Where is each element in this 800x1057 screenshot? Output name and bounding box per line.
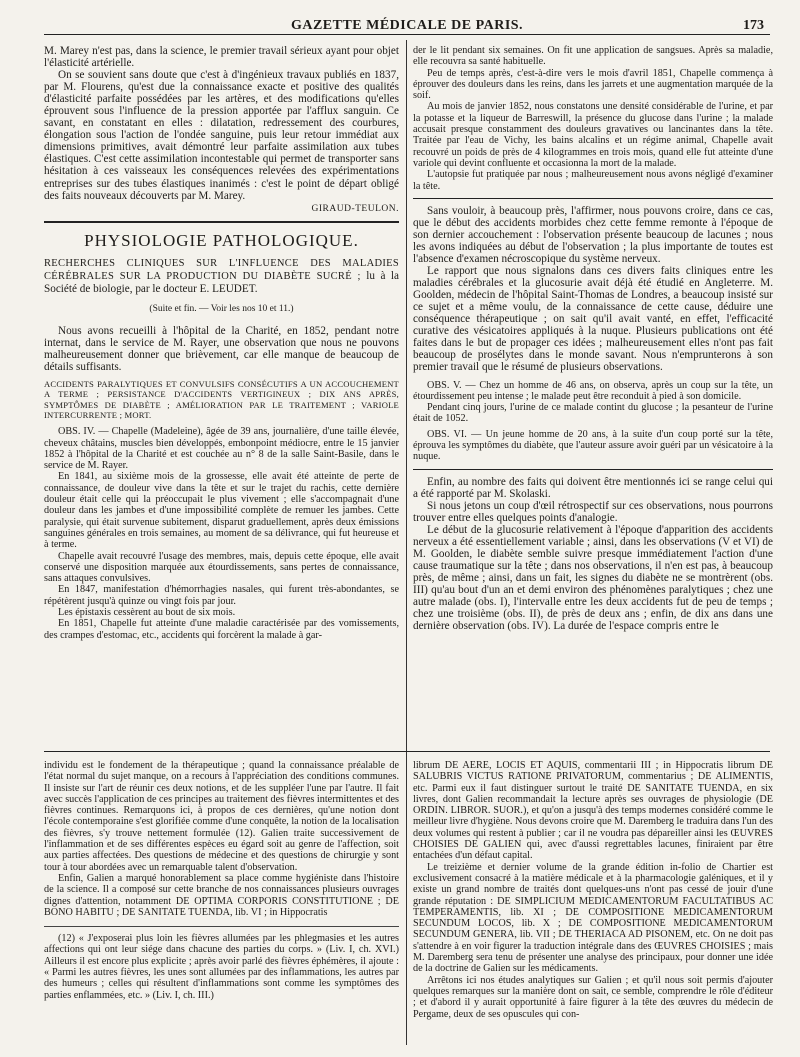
- observation-paragraph: Pendant cinq jours, l'urine de ce malade contint du glucose ; la pesanteur de l'urine était de 1052.: [413, 402, 773, 425]
- paragraph: Le treizième et dernier volume de la grande édition in-folio de Chartier est exclusivement consacré à la matière médicale et à la pharmacologie galéniques, et il y existe un grand nombre de traités dont quelques-uns n'ont pas cessé de jouir d'une grande réputation : DE SIMPLICIUM MEDICAMENTORUM FACULTATIBUS AC TEMPERAMENTIS, lib. XI ; DE COMPOSITIONE MEDICAMENTORUM SECUNDUM LOCOS, lib. X ; DE COMPOSITIONE MEDICAMENTORUM SECUNDUM GENERA, lib. VII ; DE THERIACA AD PISONEM, etc. On ne doit pas s'attendre à en voir figurer la traduction intégrale dans des ŒUVRES CHOISIES ; mais M. Daremberg sera tenu de présenter une analyse des principaux, pour donner une idée de la doctrine de Galien sur les médicaments.: [413, 861, 773, 975]
- paragraph: Nous avons recueilli à l'hôpital de la Charité, en 1852, pendant notre internat, dans le service de M. Rayer, une observation que nous ne pouvons malheureusement donner que brièvement, car elle manque de beaucoup de détails suffisants.: [44, 324, 399, 374]
- observation-paragraph: [413, 380, 773, 403]
- paragraph: Le rapport que nous signalons dans ces divers faits cliniques entre les maladies cérébrales et la glucosurie avait déjà été étudié en Angleterre. M. Goolden, médecin de l'hôpital Saint-Thomas de Londres, a beaucoup insisté sur ce sujet et a même voulu, de la connaissance de cette cause, déduire une conséquence thérapeutique ; on sait qu'il avait vanté, en effet, l'efficacité curative des vésicatoires appliqués à la nuque. Plusieurs publications ont été faites dans le but de propager ces idées ; malheureusement elles n'ont pas fait beaucoup de prosélytes dans le monde savant. Nous n'emprunterons à son premier travail que le résumé de plusieurs observations.: [413, 265, 773, 374]
- paragraph: Si nous jetons un coup d'œil rétrospectif sur ces observations, nous pourrons trouver entre elles quelques points d'analogie.: [413, 499, 773, 524]
- column-right-bottom: [413, 760, 773, 1050]
- observation-text: — Un jeune homme de 20 ans, à la suite d'un coup porté sur la tête, éprouva les symptômes du diabète, que l'auteur assure avoir guéri par un vésicatoire à la nuque.: [413, 428, 773, 463]
- feuilleton-divider: [44, 751, 770, 752]
- paragraph: Sans vouloir, à beaucoup près, l'affirmer, nous pouvons croire, dans ce cas, que le début des accidents morbides chez cette femme remonte à l'époque de son dernier accouchement : l'observation présente beaucoup de lacunes ; nous les avons indiquées au début de l'observation ; la plus importante de toutes est l'absence d'examen nécroscopique du système nerveux.: [413, 204, 773, 266]
- article-heading-title: RECHERCHES CLINIQUES SUR L'INFLUENCE DES MALADIES CÉRÉBRALES SUR LA PRODUCTION DU DIABÈTE SUCRÉ ;: [44, 257, 399, 282]
- author-signature: GIRAUD-TEULON.: [311, 203, 399, 214]
- observation-paragraph: L'autopsie fut pratiquée par nous ; malheureusement nous avons négligé d'examiner la tête.: [413, 169, 773, 192]
- paragraph: individu est le fondement de la thérapeutique ; quand la connaissance préalable de l'état normal du sujet manque, on a recours à l'appréciation des conditions communes. Il insiste sur l'art de réunir ces deux notions, et de les suppléer l'une par l'autre. Il fait avec succès l'application de ces principes au traitement des fièvres intermittentes et des fièvres continues. Remarquons ici, à propos de ces dernières, qu'une notion dont l'école contemporaine s'est glorifiée comme d'une conquête, la notion de la localisation des fièvres, s'y trouve nettement formulée (12). Galien traite successivement de l'inflammation et de ses différentes espèces eu égard soit au genre de l'affection, soit aux parties affectées. Des questions de médecine et des questions de chirurgie y sont tour à tour abordées avec un remarquable talent d'observation.: [44, 760, 399, 873]
- column-left-bottom: [44, 760, 399, 1050]
- observation-paragraph: Peu de temps après, c'est-à-dire vers le mois d'avril 1851, Chapelle commença à éprouver des douleurs dans les reins, dans les jarrets et une augmentation marquée de la soif.: [413, 67, 773, 102]
- observation-paragraph: Les épistaxis cessèrent au bout de six mois.: [58, 607, 236, 619]
- paragraph: Enfin, au nombre des faits qui doivent être mentionnés ici se range celui qui a été rapporté par M. Skolaski.: [413, 475, 773, 500]
- page-header: [44, 12, 770, 34]
- observation-paragraph: [413, 429, 773, 463]
- footnote-rule: [44, 926, 399, 927]
- journal-title: GAZETTE MÉDICALE DE PARIS.: [290, 18, 524, 33]
- observation-paragraph: der le lit pendant six semaines. On fit une application de sangsues. Après sa maladie, elle recouvra sa santé habituelle.: [413, 45, 773, 68]
- header-rule: [44, 34, 770, 35]
- observation-paragraph: En 1851, Chapelle fut atteinte d'une maladie caractérisée par des vomissements, des crampes d'estomac, etc., accidents qui forcèrent la malade à gar-: [44, 618, 399, 641]
- observation-label: OBS. V.: [427, 379, 462, 391]
- paragraph: librum DE AERE, LOCIS ET AQUIS, commentarii III ; in Hippocratis librum DE SALUBRIS VICTUS RATIONE PRIVATORUM, commentarius ; DE ALIMENTIS, etc. Parmi eux il faut distinguer surtout le traité DE SANITATE TUENDA, en six livres, dont Galien recommandait la lecture après ses ouvrages de physiologie (DE ORDIN. LIBROR. SUOR.), et qu'on a jusqu'à des temps modernes considéré comme le meilleur livre d'hygiène. Nous devons croire que M. Daremberg le traduira dans l'un des deux volumes qui restent à publier ; car il ne voudra pas dépareiller ainsi les ŒUVRES CHOISIES DE GALIEN qui, avec d'aussi regrettables lacunes, finiraient par être entachées d'un défaut capital.: [413, 760, 773, 862]
- article-heading: [44, 257, 399, 295]
- section-separator: [44, 221, 399, 223]
- paragraph: M. Marey n'est pas, dans la science, le premier travail sérieux ayant pour objet l'élasticité artérielle.: [44, 45, 399, 70]
- page-number: 173: [743, 18, 764, 33]
- paragraph-separator: [413, 469, 773, 470]
- column-left-top: [44, 45, 399, 745]
- observation-paragraph: En 1847, manifestation d'hémorrhagies nasales, qui furent très-abondantes, se répétèrent jusqu'à quinze ou vingt fois par jour.: [44, 584, 399, 607]
- continuation-note: (Suite et fin. — Voir les nos 10 et 11.): [149, 303, 294, 314]
- observation-paragraph: Au mois de janvier 1852, nous constatons une densité considérable de l'urine, et par la potasse et la liqueur de Barreswill, la présence du glucose dans l'urine ; la malade accusait presque constamment des douleurs gravatives ou lancinantes dans la tête. Traitée par l'eau de Vichy, les bains alcalins et un régime animal, Chapelle avait recouvré un poids de près de 4 kilogrammes en trois mois, quand elle fut atteinte d'une variole qui devint confluente et occasionna la mort de la malade.: [413, 101, 773, 169]
- section-title: PHYSIOLOGIE PATHOLOGIQUE.: [84, 230, 359, 250]
- observation-label: OBS. IV.: [58, 426, 96, 438]
- paragraph: On se souvient sans doute que c'est à d'ingénieux travaux publiés en 1837, par M. Flourens, qu'est due la connaissance exacte et positive des qualités d'élasticité parfaite possédées par les artères, et des modifications qu'elles éprouvent sous l'influence de la pression apportée par l'afflux sanguin. Ce savant, en constatant en elles : dilatation, redressement des courbures, élongation sous l'action de l'ondée sanguine, puis leur retour immédiat aux dimensions primitives, avait démontré leur parfaite assimilation aux tubes élastiques. C'est cette assimilation incontestable qui permet de transporter sans hésitation à ces vaisseaux les conséquences relevées des expérimentations entreprises sur des tubes élastiques inanimés : c'est le point de départ obligé des faits nouveaux découverts par M. Marey.: [44, 69, 399, 202]
- column-divider: [406, 40, 407, 1045]
- paragraph-separator: [413, 198, 773, 199]
- footnote: (12) « J'exposerai plus loin les fièvres allumées par les phlegmasies et les autres affections qui ont leur siége dans chacune des parties du corps. » (Liv. I, ch. XVI.) Ailleurs il est encore plus explicite ; après avoir parlé des fièvres éphémères, il ajoute : « Parmi les autres fièvres, les unes sont allumées par des inflammations, les autres par des humeurs ; celles qui résultent d'inflammations sont comme les symptômes des parties enflammées, etc. » (Liv. I, ch. III.): [44, 933, 399, 1001]
- observation-paragraph: [44, 426, 399, 471]
- case-heading: ACCIDENTS PARALYTIQUES ET CONVULSIFS CONSÉCUTIFS A UN ACCOUCHEMENT A TERME ; PERSISTANCE D'ACCIDENTS VERTIGINEUX ; DIX ANS APRÈS, SYMPTÔMES DE DIABÈTE ; AMÉLIORATION PAR LE TRAITEMENT ; VARIOLE INTERCURRENTE ; MORT.: [44, 379, 399, 420]
- observation-text: — Chez un homme de 46 ans, on observa, après un coup sur la tête, un étourdissement peu intense ; le malade peut être reconduit à pied à son domicile.: [413, 379, 773, 402]
- observation-text: — Chapelle (Madeleine), âgée de 39 ans, journalière, d'une taille élevée, cheveux châtains, muscles bien développés, embonpoint médiocre, entre le 15 janvier 1852 à l'hôpital de la Charité et est couchée au n° 8 de la salle Saint-Basile, dans le service de M. Rayer.: [44, 426, 399, 472]
- observation-paragraph: En 1841, au sixième mois de la grossesse, elle avait été atteinte de perte de connaissance, de douleur vive dans la tête et sur le trajet du rachis, cette dernière douleur était celle qui la préoccupait le plus vivement ; elle s'accompagnait d'une douleur dans les jambes et d'une impossibilité complète de remuer les jambes. Cette paralysie, qui était survenue subitement, disparut graduellement, après deux émissions sanguines générales en trois semaines, au moment de sa délivrance, qui fut heureuse et à terme.: [44, 471, 399, 551]
- article-heading-byline: lu à la Société de biologie, par le docteur E. LEUDET.: [44, 269, 399, 295]
- observation-label: OBS. VI.: [427, 428, 467, 440]
- paragraph: Enfin, Galien a marqué honorablement sa place comme hygiéniste dans l'histoire de la science. Il a composé sur cette branche de nos connaissances plusieurs ouvrages dignes d'attention, notamment DE OPTIMA CORPORIS CONSTITUTIONE ; DE BONO HABITU ; DE SANITATE TUENDA, lib. VI ; in Hippocratis: [44, 872, 399, 918]
- paragraph: Arrêtons ici nos études analytiques sur Galien ; et qu'il nous soit permis d'ajouter quelques remarques sur la manière dont on sait, ce semble, comprendre le rôle d'éditeur ; et d'abord il y aurait opportunité à faire figurer à la tête des œuvres du médecin de Pergame, deux de ses opuscules qui con-: [413, 974, 773, 1020]
- observation-paragraph: Chapelle avait recouvré l'usage des membres, mais, depuis cette époque, elle avait conservé une disposition marquée aux étourdissements, sans pertes de connaissance, sans attaques convulsives.: [44, 550, 399, 585]
- paragraph: Le début de la glucosurie relativement à l'époque d'apparition des accidents nerveux a été essentiellement variable ; ainsi, dans les observations (V et VI) de M. Goolden, le diabète semble suivre presque immédiatement l'action d'une cause traumatique sur la tête ; dans nos observations, il n'en est pas, à beaucoup près, de même ; ainsi, dans un fait, les signes du diabète ne se montrèrent (obs. III) qu'au bout d'un an et demi environ des phénomènes paralytiques ; chez une autre malade (obs. I), l'intervalle entre les deux accidents fut de peu de temps ; chez une troisième (obs. II), de près de deux ans ; enfin, de dix ans dans une dernière observation (obs. IV). La durée de l'espace compris entre le: [413, 523, 773, 633]
- column-right-top: [413, 45, 773, 750]
